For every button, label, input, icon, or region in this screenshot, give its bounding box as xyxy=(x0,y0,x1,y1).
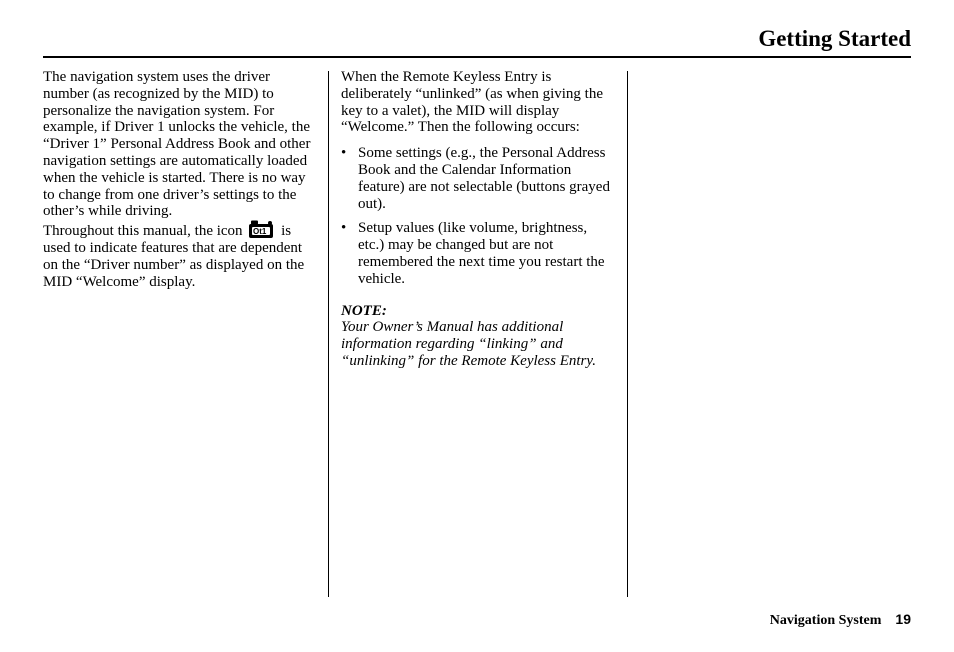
middle-column xyxy=(341,69,613,370)
page-title: Getting Started xyxy=(758,26,911,51)
footer-section-title: Navigation System xyxy=(769,613,882,628)
list-item-text: Setup values (like volume, brightness, etc.) may be changed but are not remembered the next time you restart the vehicle. xyxy=(358,220,605,287)
icon-paragraph xyxy=(43,220,315,290)
note-body: Your Owner’s Manual has additional information regarding “linking” and “unlinking” for the Remote Keyless Entry. xyxy=(341,319,596,369)
column-divider xyxy=(328,71,329,597)
bullet-mark: • xyxy=(341,145,347,162)
unlink-intro-paragraph: When the Remote Keyless Entry is deliberately “unlinked” (as when giving the key to a valet), the MID will display “Welcome.” Then the following occurs: xyxy=(341,69,603,136)
intro-paragraph: The navigation system uses the driver number (as recognized by the MID) to personalize the navigation system. For example, if Driver 1 unlocks the vehicle, the “Driver 1” Personal Address Book and other navigation settings are automatically loaded when the vehicle is started. There is no way to change from one driver’s settings to the other’s while driving. xyxy=(43,69,311,220)
note-heading: NOTE: xyxy=(341,302,387,319)
column-divider xyxy=(627,71,628,597)
left-column xyxy=(43,69,315,291)
icon-paragraph-lead: Throughout this manual, the icon xyxy=(43,223,247,240)
list-item-text: Some settings (e.g., the Personal Address Book and the Calendar Information feature) are not selectable (buttons grayed out). xyxy=(358,145,610,212)
header-rule xyxy=(43,56,911,58)
effects-list xyxy=(341,145,613,287)
bullet-mark: • xyxy=(341,220,347,237)
icon-paragraph-rest: is used to indicate features that are dependent on the “Driver number” as displayed on the MID “Welcome” display. xyxy=(43,223,305,290)
driver-number-icon xyxy=(248,220,274,240)
page-footer xyxy=(770,610,911,630)
page-number: 19 xyxy=(895,611,911,627)
list-item xyxy=(341,220,613,287)
list-item xyxy=(341,145,613,212)
svg-text:Ot1: Ot1 xyxy=(253,227,267,237)
